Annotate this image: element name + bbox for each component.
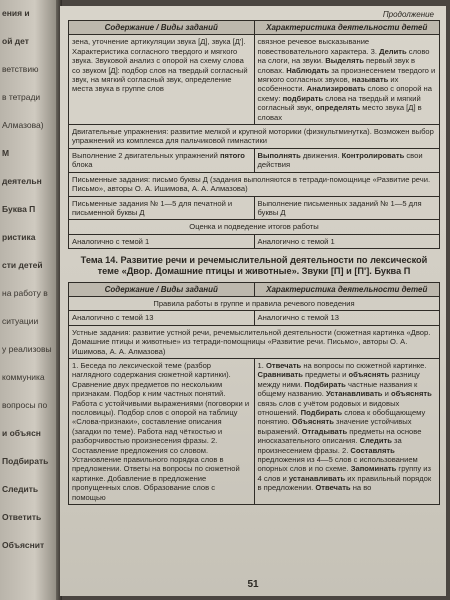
text-run: первый звук в словах.	[257, 56, 416, 75]
table-cell-content	[69, 148, 255, 172]
bold-verb: Устанавливать	[326, 389, 383, 399]
text-run: на вопросы по сюжетной картинке.	[301, 360, 427, 370]
text-run: 1.	[257, 360, 266, 370]
left-page-fragment: в тетради	[2, 92, 41, 102]
left-page-fragment: ситуации	[2, 316, 39, 326]
col-header-content: Содержание / Виды заданий	[69, 21, 255, 35]
continued-label: Продолжение	[382, 10, 434, 19]
table-row	[69, 234, 440, 248]
text-run: слово с опорой на схему:	[257, 84, 432, 103]
activity-table-bottom	[68, 282, 440, 506]
table-row	[69, 311, 440, 325]
bold-verb: Составлять	[350, 445, 395, 455]
bold-verb: Следить	[359, 436, 392, 446]
text-run: предметы и	[302, 370, 349, 380]
text-run: предложения из 4—5 слов с использованием опорных слов и по схеме.	[257, 455, 418, 474]
table-cell-activity	[254, 358, 440, 504]
table-row	[69, 296, 440, 310]
table-cell-assessment: Оценка и подведение итогов работы	[69, 220, 440, 234]
bold-verb: Выделять	[325, 56, 364, 66]
bold-verb: Отвечать	[315, 483, 351, 493]
bold-verb: пятого	[219, 150, 245, 160]
table-row	[69, 196, 440, 220]
left-page-fragment: ения и	[2, 8, 30, 18]
left-page-fragment: вопросы по	[2, 400, 48, 410]
text-run: значение устойчивых выражений.	[257, 417, 412, 436]
bold-verb: называть	[351, 75, 389, 85]
text-run: разницу между ними.	[257, 370, 420, 389]
bold-verb: Объяснять	[291, 417, 334, 427]
table-cell-motor: Двигательные упражнения: развитие мелкой и крупной моторики (физкультминутка). Возможен выбор упражнений из комплекса для пальчиковой гимнастики	[69, 125, 440, 149]
table-cell-activity: Аналогично с темой 13	[254, 311, 440, 325]
table-row	[69, 220, 440, 234]
bold-verb: Контролировать	[341, 150, 405, 160]
left-page-fragment: коммуника	[2, 372, 45, 382]
left-page-fragment: сти детей	[2, 260, 43, 270]
text-run: движения.	[300, 150, 342, 160]
table-cell-rules: Правила работы в группе и правила речевого поведения	[69, 296, 440, 310]
table-cell-content: 1. Беседа по лексической теме (разбор наглядного содержания сюжетной картинки). Сравнение двух предметов по нескольким признакам. Подбор к ним частных понятий. Работа с устойчивыми выражениями (поговорки и пословицы). Подбор слов с опорой на таблицу «Слова-признаки», составление описания (загадки по теме). Работа над чёткостью и разборчивостью произнесения фразы. 2. Составление предложения со словом. Установление правильного порядка слов в предложении. Ответы на вопросы по сюжетной картинке. Добавление в предложение пропущенных слов. Образование слов с помощью	[69, 358, 255, 504]
text-run: слова к обобщающему понятию.	[257, 408, 426, 427]
table-cell-activity: Аналогично с темой 1	[254, 234, 440, 248]
bold-verb: объяснять	[390, 389, 432, 399]
left-page-edge	[0, 0, 58, 600]
text-run: группу из 4 слов и	[257, 464, 431, 483]
text-run: на во	[350, 483, 372, 493]
table-cell-oral: Устные задания: развитие устной речи, речемыслительной деятельности (сюжетная картинка «Двор. Домашние птицы и животные» из тетради-помощницы «Развитие речи. Письмо», авторы О. А. Ишимова, А. А. Алмазова)	[69, 325, 440, 358]
table-cell-activity: Выполнение письменных заданий № 1—5 для буквы Д	[254, 196, 440, 220]
left-page-fragment: М	[2, 148, 10, 158]
bold-verb: устанавливать	[288, 473, 346, 483]
table-row	[69, 172, 440, 196]
table-cell-content: Аналогично с темой 13	[69, 311, 255, 325]
bold-verb: Выполнять	[257, 150, 301, 160]
bold-verb: Сравнивать	[257, 370, 303, 380]
table-cell-content: Аналогично с темой 1	[69, 234, 255, 248]
bold-verb: Наблюдать	[286, 65, 330, 75]
left-page-fragment: Объяснит	[2, 540, 45, 550]
text-run: место звука [Д] в словах	[257, 103, 422, 122]
bold-verb: определять	[315, 103, 361, 113]
table-cell-content: зена, уточнение артикуляции звука [Д], звука [Д']. Характеристика согласного твердого и мягкого звука. Звуковой анализ с опорой на схему слова со звуком [Д]: подбор слов на твердый согласный звук, на мягкий согласный звук, определение места звука в группе слов	[69, 35, 255, 125]
left-page-fragment: ристика	[2, 232, 36, 242]
left-page-fragment: Буква П	[2, 204, 36, 214]
bold-verb: подбирать	[282, 93, 324, 103]
text-run: связь слов с учётом родовых и видовых отношений.	[257, 398, 400, 417]
table-cell-activity	[254, 148, 440, 172]
bold-verb: Запоминать	[350, 464, 397, 474]
bold-verb: Подбирать	[304, 379, 346, 389]
col-header-characteristics: Характеристика деятельности детей	[254, 21, 440, 35]
text-run: частные названия к общему названию.	[257, 379, 418, 399]
table-cell-writing: Письменные задания: письмо буквы Д (задания выполняются в тетради-помощнице «Развитие речи. Письмо», авторы О. А. Ишимова, А. А. Алмазова)	[69, 172, 440, 196]
text-run: предметы на основе иносказательного описания.	[257, 426, 422, 446]
left-page-fragment: деятельн	[2, 176, 42, 186]
text-run: связное речевое высказывание повествовательного характера. 3.	[257, 37, 380, 56]
text-run: слово на слоги, на звуки.	[257, 46, 430, 66]
col-header-characteristics: Характеристика деятельности детей	[254, 282, 440, 296]
text-run: блока	[72, 160, 93, 170]
bold-verb: Отвечать	[265, 360, 302, 370]
book-page	[60, 6, 446, 596]
table-cell-activity	[254, 35, 440, 125]
table-cell-content: Письменные задания № 1—5 для печатной и письменной буквы Д	[69, 196, 255, 220]
bold-verb: Отгадывать	[301, 426, 348, 436]
left-page-fragment: Подбирать	[2, 456, 49, 466]
text-run: за произнесением фразы. 2.	[257, 436, 402, 455]
left-page-fragment: у реализовы	[2, 344, 52, 354]
text-run: Выполнение 2 двигательных упражнений	[72, 150, 220, 160]
text-run: слова на твердый и мягкий согласный звук,	[257, 93, 421, 113]
text-run: свои действия	[257, 150, 423, 170]
left-page-fragment: и объясн	[2, 428, 41, 438]
col-header-content: Содержание / Виды заданий	[69, 282, 255, 296]
bold-verb: объяснять	[348, 370, 390, 380]
left-page-fragment: на работу в	[2, 288, 48, 298]
text-run: и	[382, 389, 391, 399]
activity-table-top	[68, 20, 440, 249]
text-run: за произнесением твердого и мягкого согласных звуков,	[257, 65, 436, 85]
left-page-fragment: ветствию	[2, 64, 39, 74]
left-page-fragment: ой дет	[2, 36, 29, 46]
table-row	[69, 125, 440, 149]
bold-verb: Подбирать	[300, 408, 343, 417]
page-number: 51	[247, 579, 259, 590]
left-page-fragment: Следить	[2, 484, 39, 494]
table-row	[69, 148, 440, 172]
table-row	[69, 325, 440, 358]
bold-verb: Делить	[379, 46, 407, 56]
table-row	[69, 35, 440, 125]
topic-title: Тема 14. Развитие речи и речемыслительной деятельности по лексической теме «Двор. Домашние птицы и животные». Звуки [П] и [П']. Буква П	[80, 255, 428, 277]
text-run: их правильный порядок в предложении.	[257, 473, 432, 493]
table-row	[69, 358, 440, 504]
left-page-fragment: Ответить	[2, 512, 42, 522]
left-page-fragment: Алмазова)	[2, 120, 44, 130]
bold-verb: Анализировать	[306, 84, 366, 94]
text-run: их особенности.	[257, 75, 399, 94]
